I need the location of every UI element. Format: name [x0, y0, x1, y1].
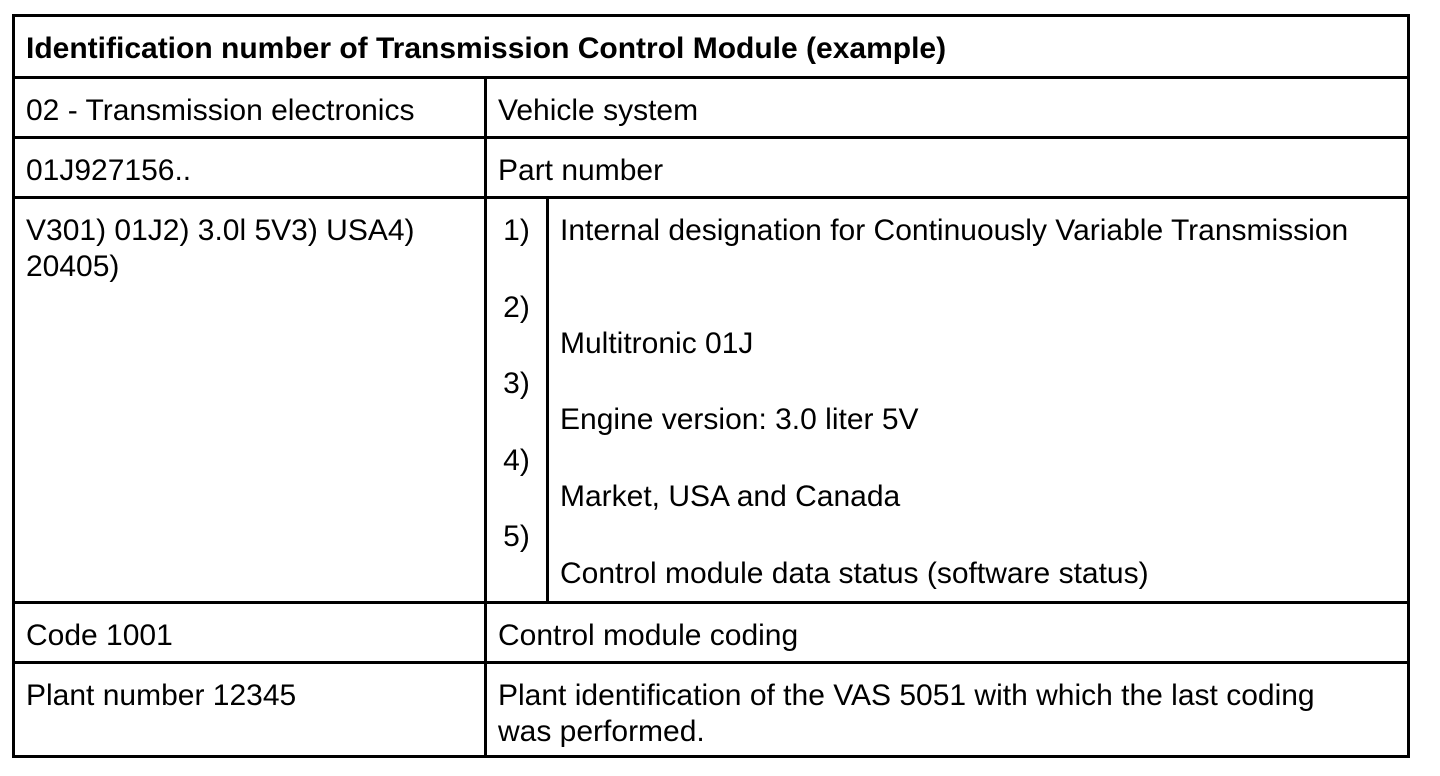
- note-number: 4): [503, 444, 530, 477]
- row-description: Vehicle system: [498, 94, 699, 127]
- row-value: Code 1001: [15, 604, 487, 661]
- identification-table: [12, 14, 1410, 758]
- note-number: 2): [503, 291, 530, 324]
- row-description: Part number: [498, 154, 664, 187]
- row-description: Control module coding: [498, 619, 799, 652]
- row-description: Plant identification of the VAS 5051 with which the last coding was performed.: [498, 679, 1315, 748]
- row-value: 01J927156..: [15, 139, 487, 196]
- note-texts-column: [549, 199, 1407, 601]
- note-number: 5): [503, 520, 530, 553]
- table-row: [15, 79, 1407, 139]
- note-text: Market, USA and Canada: [560, 480, 901, 513]
- table-row: [15, 199, 1407, 604]
- table-row: [15, 604, 1407, 664]
- table-title: Identification number of Transmission Control Module (example): [26, 32, 947, 65]
- note-numbers-column: [487, 199, 549, 601]
- row-value: Plant number 12345: [15, 664, 487, 755]
- table-row: [15, 664, 1407, 755]
- note-number: 3): [503, 367, 530, 400]
- note-number: 1): [503, 214, 530, 247]
- note-text: Internal designation for Continuously Variable Transmission: [560, 214, 1349, 247]
- note-text: Multitronic 01J: [560, 327, 754, 360]
- row-value: V301) 01J2) 3.0l 5V3) USA4) 20405): [15, 199, 487, 601]
- row-value: 02 - Transmission electronics: [15, 79, 487, 136]
- table-row: [15, 139, 1407, 199]
- table-title-row: [15, 17, 1407, 79]
- note-text: Engine version: 3.0 liter 5V: [560, 403, 919, 436]
- note-text: Control module data status (software status): [560, 557, 1149, 590]
